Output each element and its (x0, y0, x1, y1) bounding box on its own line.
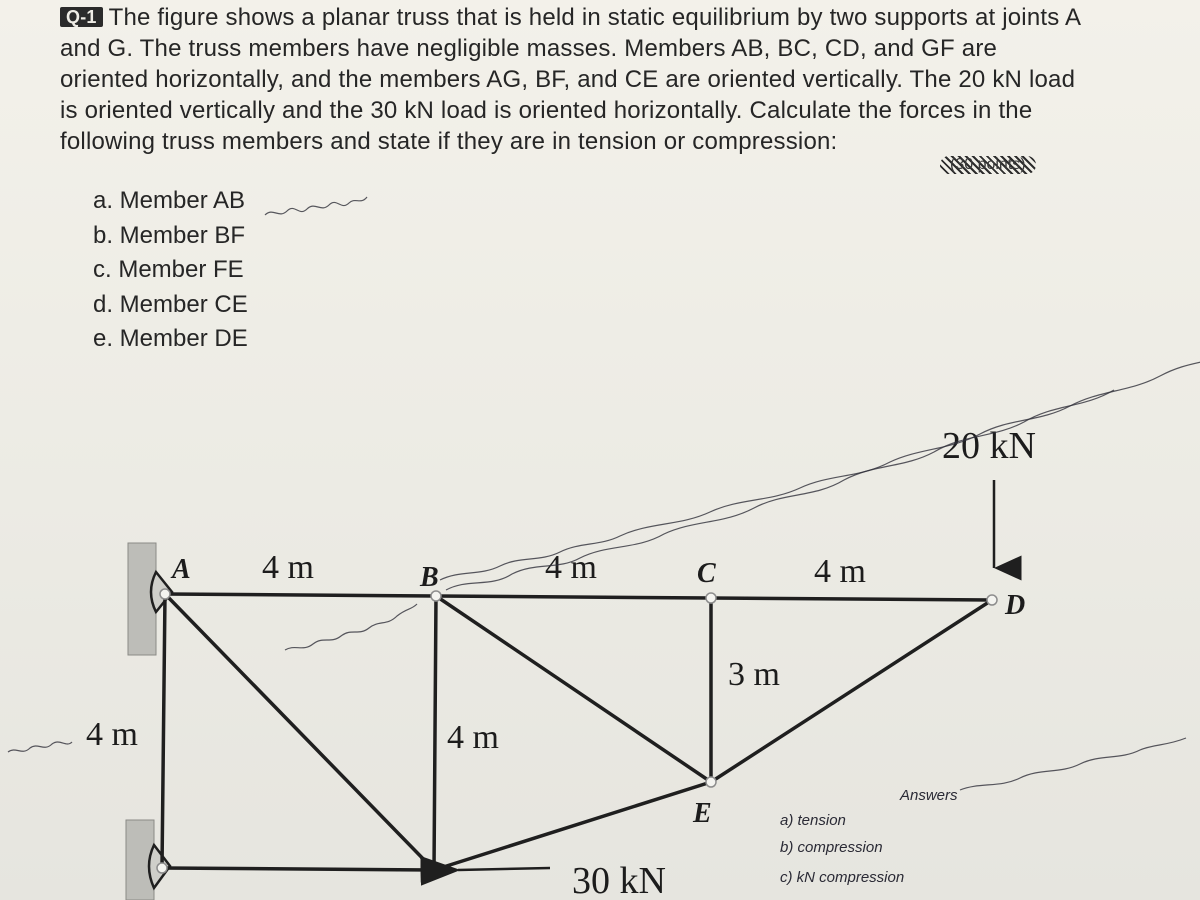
load-arrow-30kn (458, 868, 550, 870)
points-label: (30 points) (940, 156, 1036, 174)
dimension-bc: 4 m (545, 549, 597, 586)
load-label-20kn: 20 kN (942, 425, 1036, 467)
label-joint-b: B (420, 562, 439, 593)
member-ag (162, 594, 165, 868)
joint-c (706, 593, 716, 603)
dimension-ag: 4 m (86, 716, 138, 753)
label-joint-c: C (697, 558, 716, 589)
joint-f (429, 865, 439, 875)
answers-heading: Answers (900, 787, 958, 804)
member-af (165, 594, 434, 870)
problem-number: Q-1 (60, 7, 103, 27)
label-joint-d: D (1005, 590, 1026, 621)
answer-line-c: c) kN compression (780, 869, 905, 886)
label-joint-e: E (693, 798, 712, 829)
scribble-mark (265, 197, 367, 215)
answer-line-b: b) compression (780, 839, 883, 856)
question-item-a: a. Member AB (93, 187, 246, 214)
member-fe (434, 782, 711, 870)
dimension-bf: 4 m (447, 719, 499, 756)
joint-e (706, 777, 716, 787)
dimension-ab: 4 m (262, 549, 314, 586)
label-joint-a: A (172, 554, 191, 585)
question-item-d: d. Member CE (93, 290, 248, 318)
question-item-c: c. Member FE (93, 256, 244, 283)
member-gf (162, 868, 434, 870)
dimension-cd: 4 m (814, 553, 866, 590)
member-scribble (285, 604, 417, 650)
question-item-b: b. Member BF (93, 221, 246, 249)
problem-text: The figure shows a planar truss that is held in static equilibrium by two supports at joints A and G. The truss members have negligible masses. Members AB, BC, CD, and GF are oriented horizontally, and the members AG, BF, and CE are oriented vertically. The 20 kN load is oriented vertically and the 30 kN load is oriented horizontally. Calculate the forces in the following truss members and state if they are in tension or compression: (60, 4, 1080, 155)
dimension-ce: 3 m (728, 656, 780, 693)
member-cd (711, 598, 992, 600)
edge-scribble (8, 742, 72, 752)
joint-a (160, 589, 170, 599)
member-bc (436, 596, 711, 598)
member-bf (434, 596, 436, 870)
load-label-30kn: 30 kN (572, 860, 666, 900)
member-ab (165, 594, 436, 596)
joint-g (157, 863, 167, 873)
answer-scribble (960, 738, 1186, 790)
answer-line-a: a) tension (780, 812, 846, 829)
question-item-e: e. Member DE (93, 325, 248, 352)
diagonal-scribble (440, 352, 1200, 580)
joint-d (987, 595, 997, 605)
